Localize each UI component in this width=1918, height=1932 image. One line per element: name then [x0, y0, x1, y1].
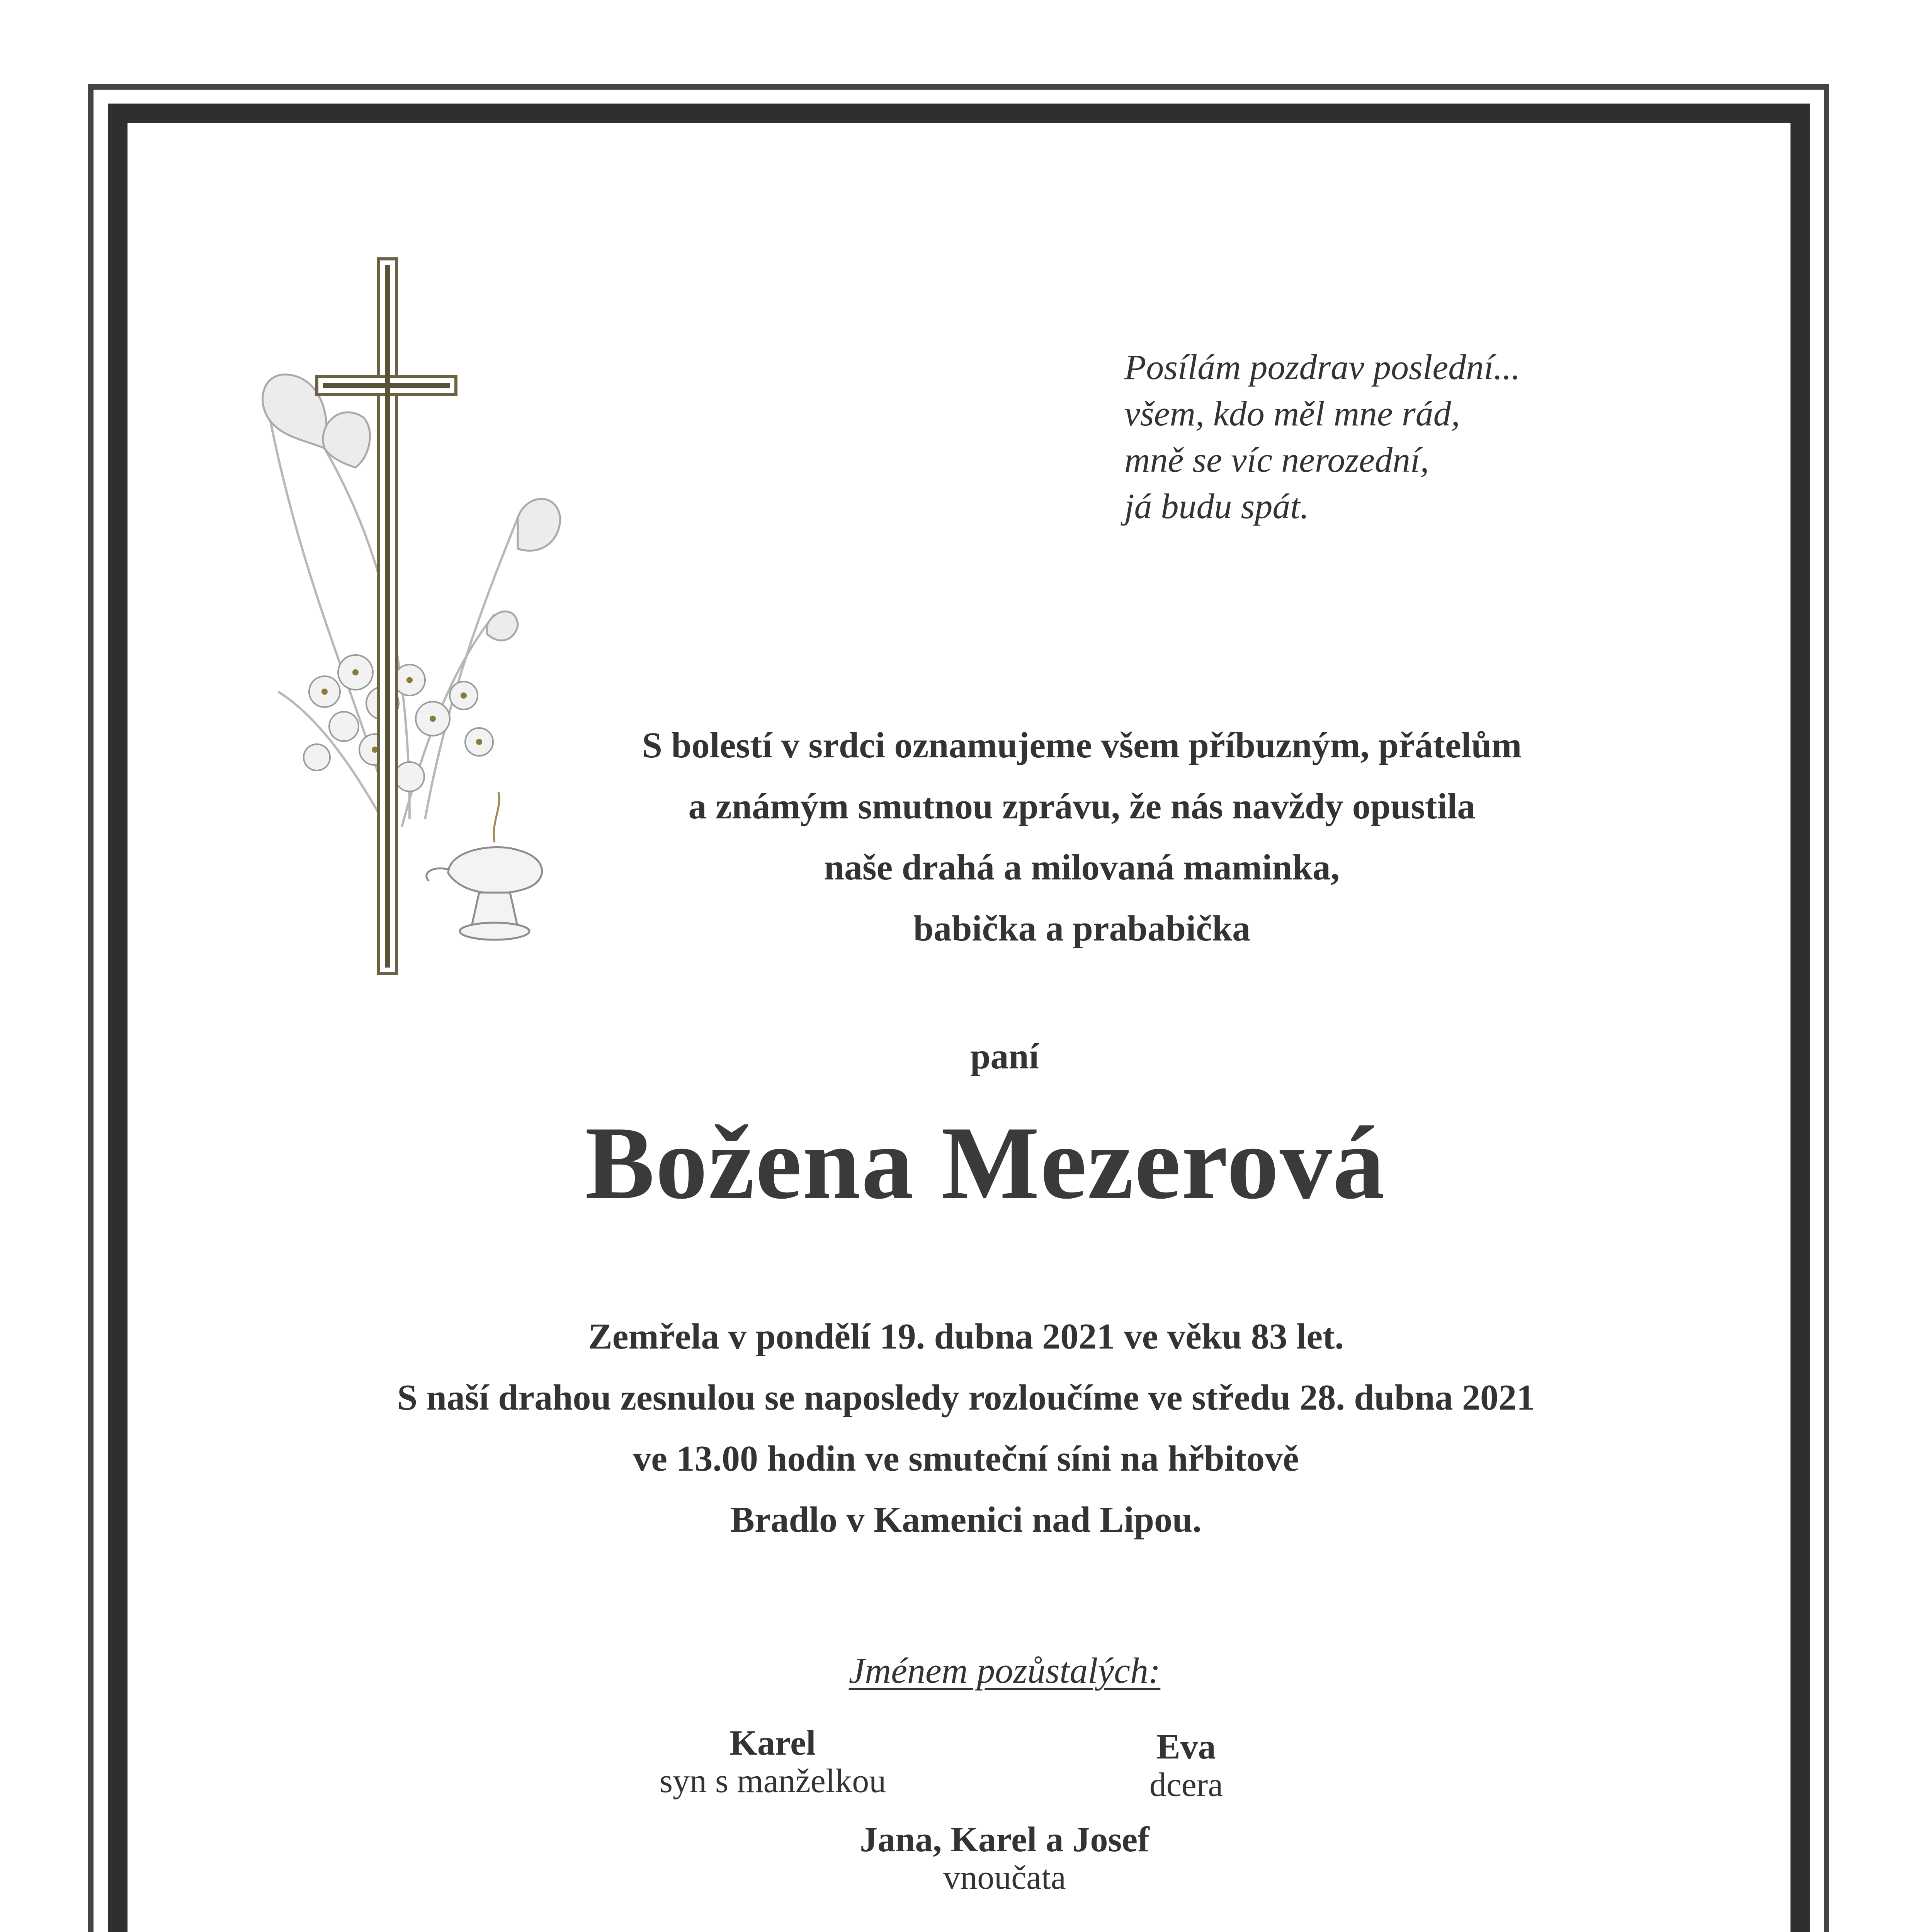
details-line: Zemřela v pondělí 19. dubna 2021 ve věku 83 let.: [588, 1316, 1344, 1357]
announcement-line: naše drahá a milovaná maminka,: [824, 847, 1340, 888]
poem-line: mně se víc nerozední,: [1124, 440, 1429, 480]
announcement: [386, 715, 1777, 959]
survivors-heading: Jménem pozůstalých:: [848, 1651, 1161, 1691]
survivor-name: Karel: [729, 1723, 816, 1762]
survivor-daughter: [1032, 1727, 1341, 1804]
survivor-name: Eva: [1156, 1727, 1216, 1766]
survivor-name: Jana, Karel a Josef: [860, 1820, 1149, 1859]
details-line: Bradlo v Kamenici nad Lipou.: [730, 1500, 1202, 1540]
announcement-line: a známým smutnou zprávu, že nás navždy opustila: [688, 786, 1476, 827]
survivor-relation: dcera: [1149, 1766, 1223, 1804]
details-line: S naší drahou zesnulou se naposledy rozloučíme ve středu 28. dubna 2021: [397, 1378, 1535, 1418]
survivor-grandchildren: [734, 1820, 1275, 1897]
survivor-son: [580, 1723, 966, 1801]
funeral-details: [116, 1306, 1816, 1550]
survivor-relation: syn s manželkou: [659, 1762, 886, 1800]
survivor-relation: vnoučata: [943, 1859, 1066, 1896]
deceased-name: Božena Mezerová: [585, 1105, 1386, 1221]
details-line: ve 13.00 hodin ve smuteční síni na hřbitově: [633, 1439, 1299, 1479]
salutation: paní: [970, 1036, 1039, 1077]
poem-line: všem, kdo měl mne rád,: [1124, 394, 1460, 433]
announcement-line: S bolestí v srdci oznamujeme všem příbuzným, přátelům: [642, 725, 1522, 765]
poem: [1124, 344, 1520, 529]
poem-line: Posílám pozdrav poslední...: [1124, 347, 1520, 387]
poem-line: já budu spát.: [1124, 486, 1309, 526]
announcement-line: babička a prababička: [913, 908, 1251, 949]
